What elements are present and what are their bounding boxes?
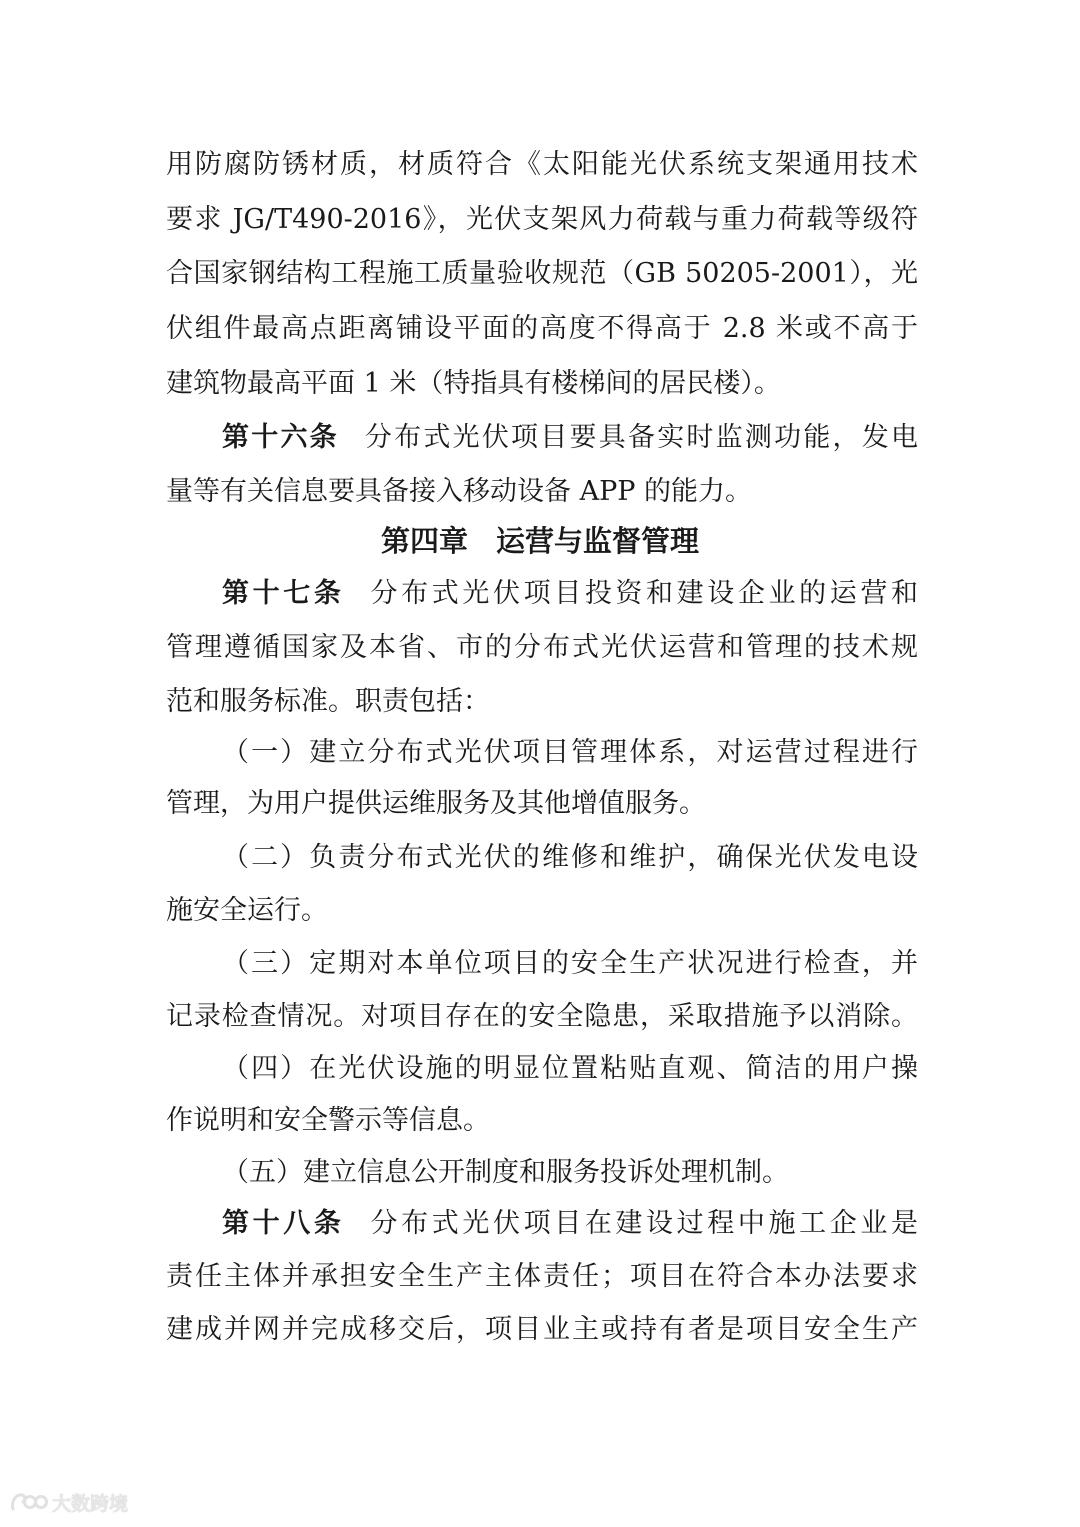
line-text: （二）负责分布式光伏的维修和维护，确保光伏发电设 bbox=[222, 842, 918, 873]
line-text: 分布式光伏项目在建设过程中施工企业是 bbox=[370, 1208, 919, 1239]
list-item-line bbox=[222, 1049, 918, 1089]
body-line bbox=[166, 472, 918, 512]
line-text: 用防腐防锈材质，材质符合《太阳能光伏系统支架通用技术 bbox=[166, 149, 918, 180]
line-text: 要求 JG/T490-2016》，光伏支架风力荷载与重力荷载等级符 bbox=[166, 204, 918, 235]
body-line bbox=[166, 682, 918, 722]
watermark bbox=[10, 1488, 128, 1516]
list-item-line bbox=[222, 838, 918, 878]
body-line bbox=[166, 997, 918, 1037]
line-text: 量等有关信息要具备接入移动设备 APP 的能力。 bbox=[166, 476, 752, 507]
line-text: 分布式光伏项目要具备实时监测功能，发电 bbox=[364, 422, 919, 453]
chapter-heading bbox=[0, 521, 1080, 561]
body-line bbox=[166, 1257, 918, 1297]
line-text: （五）建立信息公开制度和服务投诉处理机制。 bbox=[222, 1157, 789, 1188]
body-line bbox=[166, 200, 918, 240]
line-text: 作说明和安全警示等信息。 bbox=[166, 1105, 490, 1136]
body-line bbox=[166, 1310, 918, 1350]
article-label: 第十七条 bbox=[222, 578, 345, 609]
body-line bbox=[166, 309, 918, 349]
list-item-line bbox=[222, 944, 918, 984]
list-item-line bbox=[222, 733, 918, 773]
article-16-line bbox=[222, 418, 918, 458]
line-text: （一）建立分布式光伏项目管理体系，对运营过程进行 bbox=[222, 737, 918, 768]
line-text: 合国家钢结构工程施工质量验收规范（GB 50205-2001），光 bbox=[166, 258, 918, 289]
chapter-title: 运营与监督管理 bbox=[496, 524, 700, 558]
line-text: 伏组件最高点距离铺设平面的高度不得高于 2.8 米或不高于 bbox=[166, 313, 918, 344]
line-text: 管理遵循国家及本省、市的分布式光伏运营和管理的技术规 bbox=[166, 632, 918, 663]
line-text: 建筑物最高平面 1 米（特指具有楼梯间的居民楼）。 bbox=[166, 368, 781, 399]
body-line bbox=[166, 1101, 918, 1141]
watermark-text: 大数跨境 bbox=[52, 1492, 129, 1515]
line-text: 记录检查情况。对项目存在的安全隐患，采取措施予以消除。 bbox=[166, 1001, 918, 1032]
body-line bbox=[166, 145, 918, 185]
chapter-number: 第四章 bbox=[380, 524, 468, 558]
line-text: 范和服务标准。职责包括： bbox=[166, 686, 490, 717]
line-text: 管理，为用户提供运维服务及其他增值服务。 bbox=[166, 788, 706, 819]
line-text: 责任主体并承担安全生产主体责任；项目在符合本办法要求 bbox=[166, 1261, 918, 1292]
line-text: 施安全运行。 bbox=[166, 895, 328, 926]
article-18-line bbox=[222, 1204, 918, 1244]
line-text: 分布式光伏项目投资和建设企业的运营和 bbox=[370, 578, 919, 609]
article-label: 第十八条 bbox=[222, 1208, 345, 1239]
article-label: 第十六条 bbox=[222, 422, 339, 453]
line-text: 建成并网并完成移交后，项目业主或持有者是项目安全生产 bbox=[166, 1314, 918, 1345]
body-line bbox=[166, 628, 918, 668]
line-text: （三）定期对本单位项目的安全生产状况进行检查，并 bbox=[222, 948, 918, 979]
body-line bbox=[166, 784, 918, 824]
body-line bbox=[166, 364, 918, 404]
brand-logo-icon bbox=[10, 1489, 48, 1515]
body-line bbox=[166, 254, 918, 294]
line-text: （四）在光伏设施的明显位置粘贴直观、简洁的用户操 bbox=[222, 1053, 918, 1084]
list-item-line bbox=[222, 1153, 918, 1193]
article-17-line bbox=[222, 574, 918, 614]
body-line bbox=[166, 891, 918, 931]
